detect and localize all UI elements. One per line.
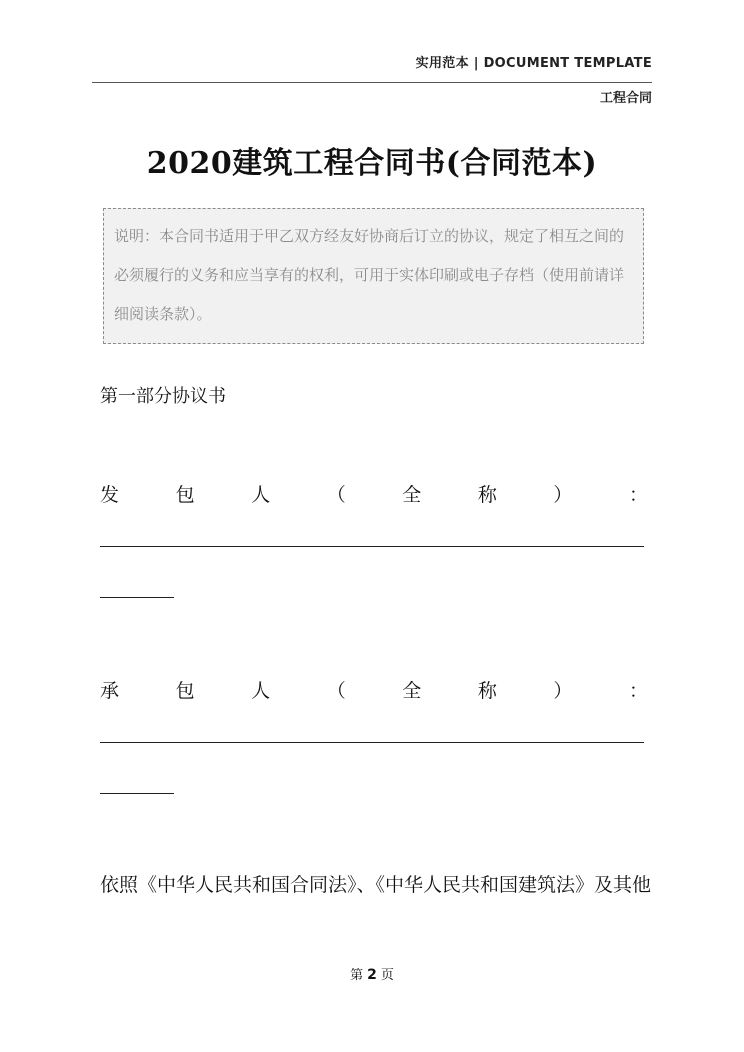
employer-fill-line-end [100, 597, 174, 598]
contractor-fill-line [100, 742, 644, 743]
section-title: 第一部分协议书 [100, 386, 226, 407]
page-number [0, 964, 744, 983]
header-divider [92, 82, 652, 83]
employer-char: （ [326, 484, 346, 506]
contractor-label-row [100, 676, 648, 703]
header-doc-label: 实用范本 | DOCUMENT TEMPLATE [415, 56, 652, 71]
employer-label-row [100, 480, 648, 507]
contractor-char: ： [628, 680, 648, 702]
employer-char: ： [628, 484, 648, 506]
employer-char: 全 [402, 484, 422, 506]
employer-char: ） [553, 484, 573, 506]
contractor-char: 全 [402, 680, 422, 702]
page-number-value: 2 [367, 967, 377, 983]
description-note-box [103, 208, 644, 344]
employer-char: 人 [251, 484, 271, 506]
contractor-char: 人 [251, 680, 271, 702]
contractor-char: 承 [100, 680, 120, 702]
document-title: 2020建筑工程合同书(合同范本) [146, 146, 598, 181]
contractor-char: 包 [175, 680, 195, 702]
page-prefix: 第 [350, 968, 364, 983]
employer-char: 包 [175, 484, 195, 506]
contractor-char: （ [326, 680, 346, 702]
contractor-char: ） [553, 680, 573, 702]
employer-char: 称 [477, 484, 497, 506]
page-suffix: 页 [380, 968, 394, 983]
header-category: 工程合同 [599, 91, 652, 106]
body-text-line: 依照《中华人民共和国合同法》、《中华人民共和国建筑法》及其他 [100, 874, 652, 896]
contractor-char: 称 [477, 680, 497, 702]
employer-fill-line [100, 546, 644, 547]
description-note-text: 说明：本合同书适用于甲乙双方经友好协商后订立的协议，规定了相互之间的必须履行的义务和应当享有的权利，可用于实体印刷或电子存档（使用前请详细阅读条款）。 [114, 227, 625, 323]
employer-char: 发 [100, 484, 120, 506]
contractor-fill-line-end [100, 793, 174, 794]
